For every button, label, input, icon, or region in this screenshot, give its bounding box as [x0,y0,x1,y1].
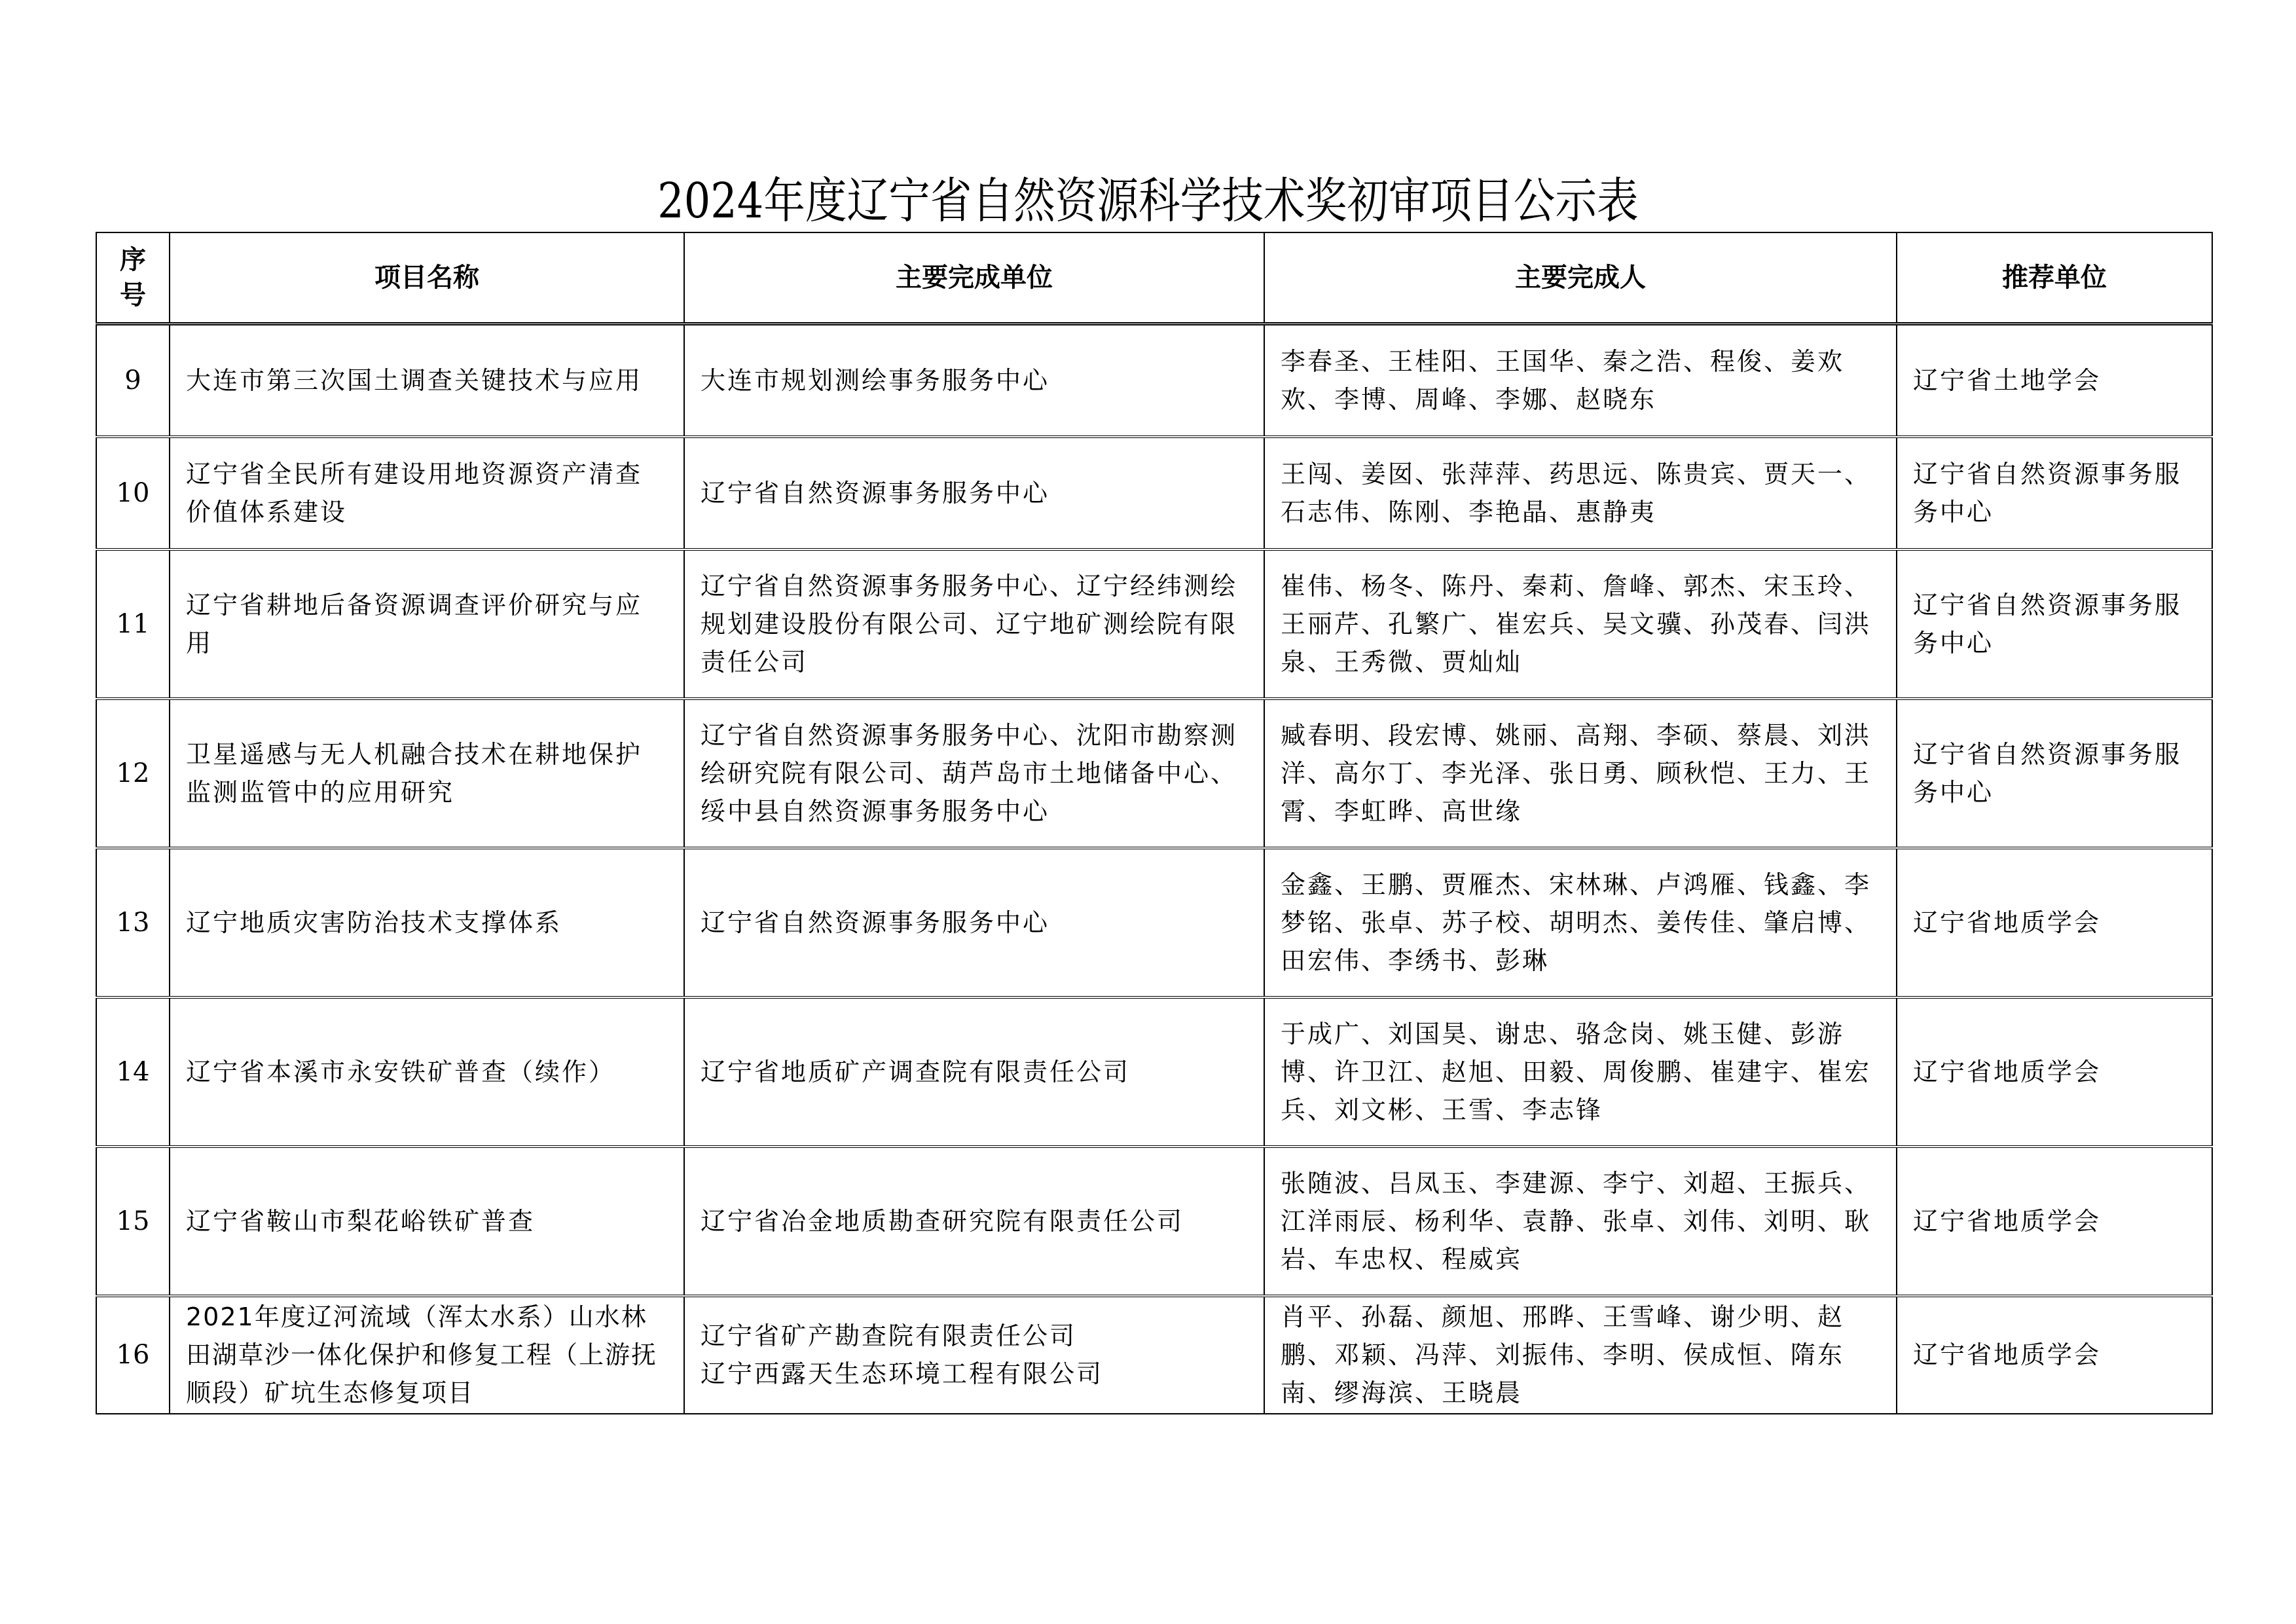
row-no: 12 [96,699,170,848]
main-persons: 于成广、刘国昊、谢忠、骆念岗、姚玉健、彭游博、许卫江、赵旭、田毅、周俊鹏、崔建宇、崔宏兵、刘文彬、王雪、李志锋 [1264,997,1897,1147]
page-title: 2024年度辽宁省自然资源科学技术奖初审项目公示表 [657,173,1639,229]
project-name: 辽宁省鞍山市梨花峪铁矿普查 [170,1147,684,1296]
row-no: 9 [96,324,170,437]
table-header-row [96,232,2212,324]
project-name: 卫星遥感与无人机融合技术在耕地保护监测监管中的应用研究 [170,699,684,848]
table-row [96,324,2212,437]
table-row [96,997,2212,1147]
project-name: 大连市第三次国土调查关键技术与应用 [170,324,684,437]
main-persons: 金鑫、王鹏、贾雁杰、宋林琳、卢鸿雁、钱鑫、李梦铭、张卓、苏子校、胡明杰、姜传佳、肇启博、田宏伟、李绣书、彭琳 [1264,848,1897,997]
main-units [684,1296,1264,1414]
row-no: 16 [96,1296,170,1414]
table-row [96,437,2212,549]
main-persons: 李春圣、王桂阳、王国华、秦之浩、程俊、姜欢欢、李博、周峰、李娜、赵晓东 [1264,324,1897,437]
main-units: 辽宁省自然资源事务服务中心、辽宁经纬测绘规划建设股份有限公司、辽宁地矿测绘院有限责任公司 [684,549,1264,699]
header-no [96,232,170,324]
recommender: 辽宁省地质学会 [1897,848,2212,997]
header-no-char-1: 序 [120,244,146,275]
row-no: 14 [96,997,170,1147]
table-row [96,699,2212,848]
header-project-name: 项目名称 [170,232,684,324]
row-no: 11 [96,549,170,699]
main-units: 辽宁省自然资源事务服务中心 [684,848,1264,997]
main-persons: 王闯、姜囡、张萍萍、药思远、陈贵宾、贾天一、石志伟、陈刚、李艳晶、惠静夷 [1264,437,1897,549]
row-no: 13 [96,848,170,997]
main-units: 辽宁省自然资源事务服务中心 [684,437,1264,549]
project-name: 2021年度辽河流域（浑太水系）山水林田湖草沙一体化保护和修复工程（上游抚顺段）矿坑生态修复项目 [170,1296,684,1414]
table-row [96,549,2212,699]
header-main-persons: 主要完成人 [1264,232,1897,324]
table-row [96,848,2212,997]
recommender: 辽宁省自然资源事务服务中心 [1897,549,2212,699]
recommender: 辽宁省地质学会 [1897,997,2212,1147]
project-name: 辽宁地质灾害防治技术支撑体系 [170,848,684,997]
recommender: 辽宁省土地学会 [1897,324,2212,437]
header-recommender: 推荐单位 [1897,232,2212,324]
table-row [96,1296,2212,1414]
award-projects-table [96,232,2213,1414]
main-persons: 崔伟、杨冬、陈丹、秦莉、詹峰、郭杰、宋玉玲、王丽芹、孔繁广、崔宏兵、吴文骥、孙茂春、闫洪泉、王秀微、贾灿灿 [1264,549,1897,699]
header-main-units: 主要完成单位 [684,232,1264,324]
main-unit-line-1: 辽宁省矿产勘查院有限责任公司 [701,1321,1077,1350]
row-no: 15 [96,1147,170,1296]
header-no-char-2: 号 [120,280,146,310]
main-units: 辽宁省自然资源事务服务中心、沈阳市勘察测绘研究院有限公司、葫芦岛市土地储备中心、绥中县自然资源事务服务中心 [684,699,1264,848]
main-units: 辽宁省冶金地质勘查研究院有限责任公司 [684,1147,1264,1296]
recommender: 辽宁省自然资源事务服务中心 [1897,699,2212,848]
row-no: 10 [96,437,170,549]
main-persons: 张随波、吕凤玉、李建源、李宁、刘超、王振兵、江洋雨辰、杨利华、袁静、张卓、刘伟、刘明、耿岩、车忠权、程威宾 [1264,1147,1897,1296]
recommender: 辽宁省地质学会 [1897,1296,2212,1414]
main-unit-line-2: 辽宁西露天生态环境工程有限公司 [701,1359,1104,1388]
recommender: 辽宁省地质学会 [1897,1147,2212,1296]
project-name: 辽宁省耕地后备资源调查评价研究与应用 [170,549,684,699]
main-units: 辽宁省地质矿产调查院有限责任公司 [684,997,1264,1147]
main-persons: 臧春明、段宏博、姚丽、高翔、李硕、蔡晨、刘洪洋、高尔丁、李光泽、张日勇、顾秋恺、王力、王霄、李虹晔、高世缘 [1264,699,1897,848]
table-row [96,1147,2212,1296]
project-name: 辽宁省本溪市永安铁矿普查（续作） [170,997,684,1147]
main-units: 大连市规划测绘事务服务中心 [684,324,1264,437]
main-persons: 肖平、孙磊、颜旭、邢晔、王雪峰、谢少明、赵鹏、邓颖、冯萍、刘振伟、李明、侯成恒、隋东南、缪海滨、王晓晨 [1264,1296,1897,1414]
project-name: 辽宁省全民所有建设用地资源资产清查价值体系建设 [170,437,684,549]
recommender: 辽宁省自然资源事务服务中心 [1897,437,2212,549]
